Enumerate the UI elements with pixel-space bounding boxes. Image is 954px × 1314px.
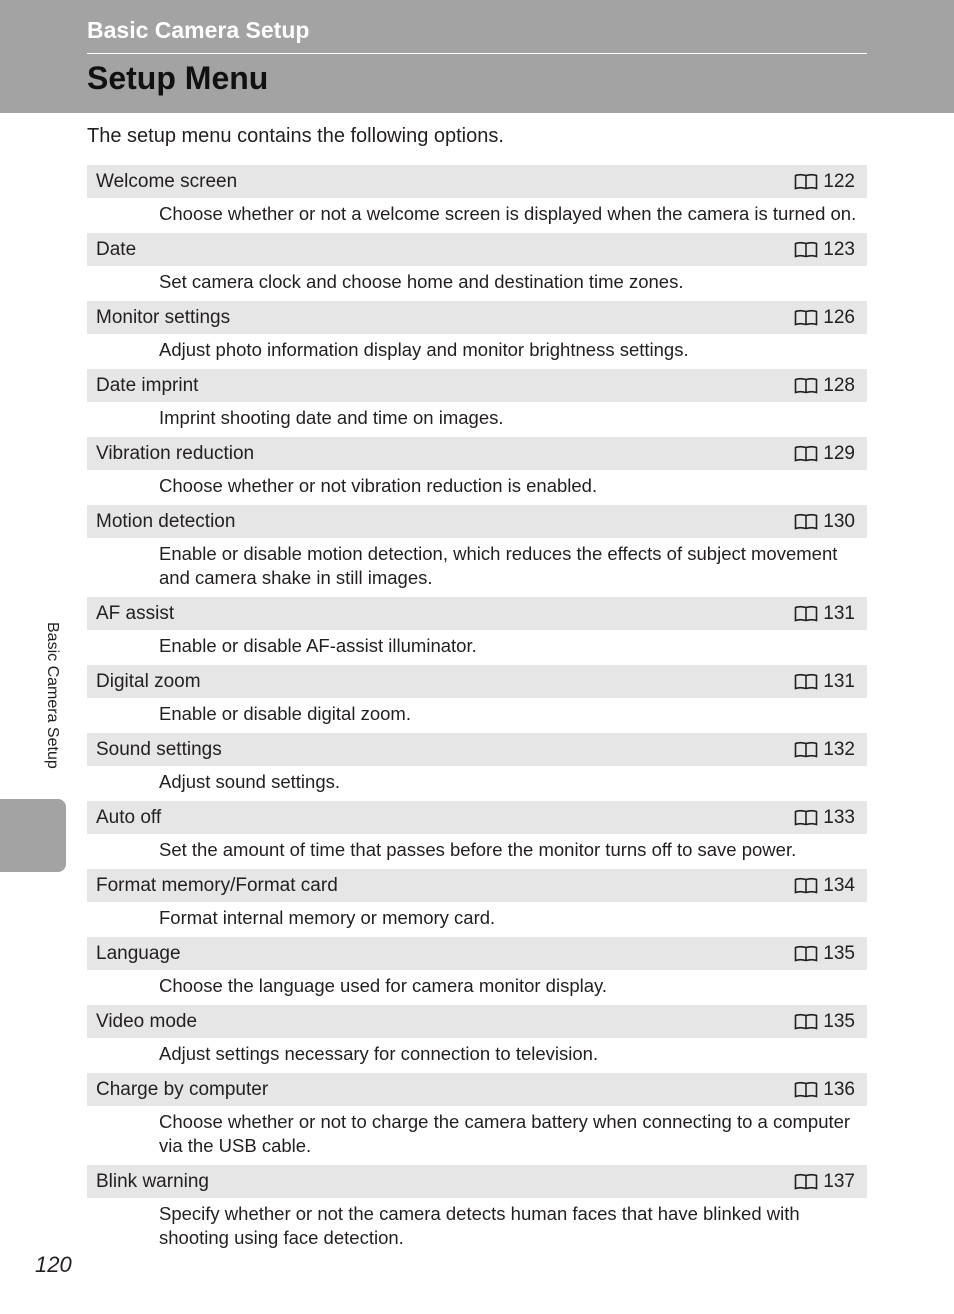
option-description: Set camera clock and choose home and destination time zones. — [159, 271, 684, 292]
option-description: Specify whether or not the camera detects human faces that have blinked with shooting using face detection. — [159, 1203, 800, 1248]
option-row — [87, 665, 867, 698]
option-description: Enable or disable motion detection, which reduces the effects of subject movement and camera shake in still images. — [159, 543, 838, 588]
option-name: Language — [96, 942, 181, 964]
page-number-ref: 126 — [823, 306, 855, 328]
option-row — [87, 165, 867, 198]
option-name: Sound settings — [96, 738, 222, 760]
option-row — [87, 369, 867, 402]
option-name: Digital zoom — [96, 670, 201, 692]
option-name: Welcome screen — [96, 170, 238, 192]
page-number-ref: 130 — [823, 510, 855, 532]
page-number-ref: 122 — [823, 170, 855, 192]
option-row — [87, 233, 867, 266]
option-description: Set the amount of time that passes before the monitor turns off to save power. — [159, 839, 797, 860]
book-icon — [794, 377, 818, 394]
option-name: Blink warning — [96, 1170, 209, 1192]
page-reference — [794, 239, 855, 261]
option-name: Format memory/Format card — [96, 874, 338, 896]
option-row — [87, 937, 867, 970]
page-title: Setup Menu — [87, 60, 269, 96]
page-number-ref: 133 — [823, 806, 855, 828]
side-tab-label: Basic Camera Setup — [44, 622, 61, 769]
option-name: Auto off — [96, 806, 162, 828]
setup-options-list — [87, 165, 867, 1257]
page-reference — [794, 375, 855, 397]
book-icon — [794, 1173, 818, 1190]
option-description: Format internal memory or memory card. — [159, 907, 496, 928]
section-title: Basic Camera Setup — [87, 17, 310, 43]
option-description: Choose whether or not to charge the camera battery when connecting to a computer via the USB cable. — [159, 1111, 851, 1156]
book-icon — [794, 1013, 818, 1030]
option-row — [87, 437, 867, 470]
side-tab — [0, 799, 66, 872]
option-row — [87, 505, 867, 538]
book-icon — [794, 809, 818, 826]
page-number-ref: 135 — [823, 1010, 855, 1032]
book-icon — [794, 605, 818, 622]
book-icon — [794, 877, 818, 894]
page-reference — [794, 739, 855, 761]
page-reference — [794, 1079, 855, 1101]
option-description: Adjust photo information display and monitor brightness settings. — [159, 339, 689, 360]
page-number-ref: 128 — [823, 374, 855, 396]
option-name: Date — [96, 238, 137, 260]
option-name: AF assist — [96, 602, 175, 624]
option-name: Video mode — [96, 1010, 198, 1032]
option-row — [87, 301, 867, 334]
page-reference — [794, 1171, 855, 1193]
option-row — [87, 597, 867, 630]
option-name: Charge by computer — [96, 1078, 269, 1100]
option-name: Vibration reduction — [96, 442, 255, 464]
page-reference — [794, 875, 855, 897]
book-icon — [794, 741, 818, 758]
page-reference — [794, 307, 855, 329]
book-icon — [794, 173, 818, 190]
book-icon — [794, 673, 818, 690]
page-number-ref: 131 — [823, 670, 855, 692]
page-number-ref: 129 — [823, 442, 855, 464]
book-icon — [794, 945, 818, 962]
page-reference — [794, 443, 855, 465]
option-description: Enable or disable AF-assist illuminator. — [159, 635, 477, 656]
page-reference — [794, 1011, 855, 1033]
option-description: Choose whether or not vibration reduction is enabled. — [159, 475, 598, 496]
page-number-ref: 135 — [823, 942, 855, 964]
page-reference — [794, 511, 855, 533]
book-icon — [794, 309, 818, 326]
page-number-ref: 131 — [823, 602, 855, 624]
page-reference — [794, 603, 855, 625]
header-divider — [87, 53, 867, 54]
page-reference — [794, 943, 855, 965]
page-header — [0, 0, 954, 113]
page-number-ref: 123 — [823, 238, 855, 260]
page-number-ref: 132 — [823, 738, 855, 760]
option-description: Adjust settings necessary for connection to television. — [159, 1043, 599, 1064]
book-icon — [794, 1081, 818, 1098]
option-description: Choose the language used for camera monitor display. — [159, 975, 608, 996]
page-number: 120 — [35, 1252, 72, 1277]
option-name: Monitor settings — [96, 306, 231, 328]
option-row — [87, 869, 867, 902]
option-row — [87, 801, 867, 834]
option-row — [87, 1073, 867, 1106]
book-icon — [794, 445, 818, 462]
option-row — [87, 1005, 867, 1038]
page-reference — [794, 807, 855, 829]
book-icon — [794, 513, 818, 530]
option-description: Imprint shooting date and time on images. — [159, 407, 504, 428]
option-row — [87, 1165, 867, 1198]
page-reference — [794, 671, 855, 693]
page-reference — [794, 171, 855, 193]
option-row — [87, 733, 867, 766]
page-number-ref: 134 — [823, 874, 855, 896]
option-name: Date imprint — [96, 374, 199, 396]
page-number-ref: 136 — [823, 1078, 855, 1100]
option-name: Motion detection — [96, 510, 236, 532]
intro-text: The setup menu contains the following options. — [87, 125, 504, 147]
book-icon — [794, 241, 818, 258]
option-description: Enable or disable digital zoom. — [159, 703, 411, 724]
page-number-ref: 137 — [823, 1170, 855, 1192]
option-description: Choose whether or not a welcome screen is displayed when the camera is turned on. — [159, 203, 857, 224]
option-description: Adjust sound settings. — [159, 771, 340, 792]
